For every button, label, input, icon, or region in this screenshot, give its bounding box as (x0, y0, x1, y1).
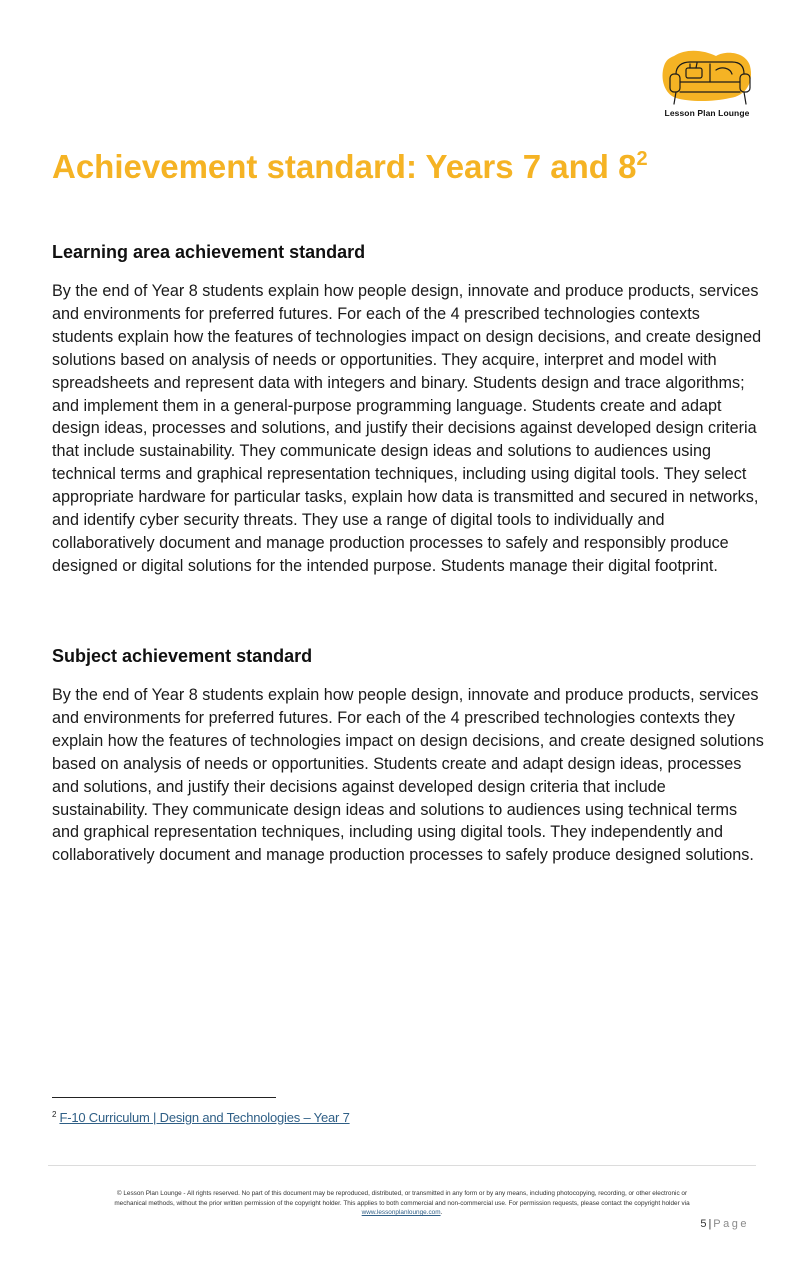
page-title (52, 148, 648, 186)
sofa-logo-icon (660, 48, 754, 108)
title-footnote-ref[interactable]: 2 (636, 148, 648, 170)
page-number-word: Page (713, 1218, 749, 1230)
page-title-text: Achievement standard: Years 7 and 8 (52, 148, 637, 185)
brand-logo (660, 48, 754, 120)
logo-label: Lesson Plan Lounge (664, 108, 750, 118)
page-number (700, 1218, 749, 1230)
copyright-line-1: © Lesson Plan Lounge - All rights reserved. No part of this document may be reproduced, distributed, or transmitted in any form or by any means, including photocopying, recording, or other electronic or (116, 1190, 688, 1197)
learning-area-heading: Learning area achievement standard (52, 242, 366, 262)
footnote-divider (52, 1097, 276, 1098)
learning-area-paragraph: By the end of Year 8 students explain how people design, innovate and produce products, services and environments for preferred futures. For each of the 4 prescribed technologies contexts students explain how the features of technologies impact on design decisions, and create designed solutions based on analysis of needs or opportunities. They acquire, interpret and model with spreadsheets and represent data with integers and binary. Students design and trace algorithms; and implement them in a general-purpose programming language. Students create and adapt design ideas, processes and solutions, and justify their decisions against developed design criteria that include sustainability. They communicate design ideas and solutions to audiences using technical terms and graphical representation techniques, including using digital tools. They select appropriate hardware for particular tasks, explain how data is transmitted and secured in networks, and identify cyber security threats. They use a range of digital tools to individually and collaboratively document and manage production processes to safely and responsibly produce designed or digital solutions for the intended purpose. Students manage their digital footprint. (52, 282, 762, 575)
footnote-link[interactable]: F-10 Curriculum | Design and Technologies – Year 7 (59, 1110, 350, 1125)
subject-paragraph: By the end of Year 8 students explain how people design, innovate and produce products, services and environments for preferred futures. For each of the 4 prescribed technologies contexts they explain how the features of technologies impact on design decisions, and create designed solutions based on analysis of needs or opportunities. Students create and adapt design ideas, processes and solutions, and justify their decisions against developed design criteria that include sustainability. They communicate design ideas and solutions to audiences using technical terms and graphical representation techniques, including using digital tools. They independently and collaboratively document and manage production processes to safely produce designed solutions. (52, 686, 764, 865)
page-number-value: 5 (700, 1218, 707, 1230)
subject-heading: Subject achievement standard (52, 646, 313, 666)
footnote-number: 2 (52, 1110, 57, 1119)
copyright-notice (52, 1189, 752, 1218)
copyright-end: . (440, 1209, 443, 1217)
copyright-website-link[interactable]: www.lessonplanlounge.com (361, 1209, 441, 1217)
page-number-separator: | (708, 1218, 712, 1230)
footnote (52, 1110, 350, 1125)
copyright-line-2: mechanical methods, without the prior written permission of the copyright holder. This applies to both commercial and non-commercial use. For permission requests, please contact the copyright holder via (114, 1199, 690, 1207)
footer-divider (48, 1165, 756, 1166)
